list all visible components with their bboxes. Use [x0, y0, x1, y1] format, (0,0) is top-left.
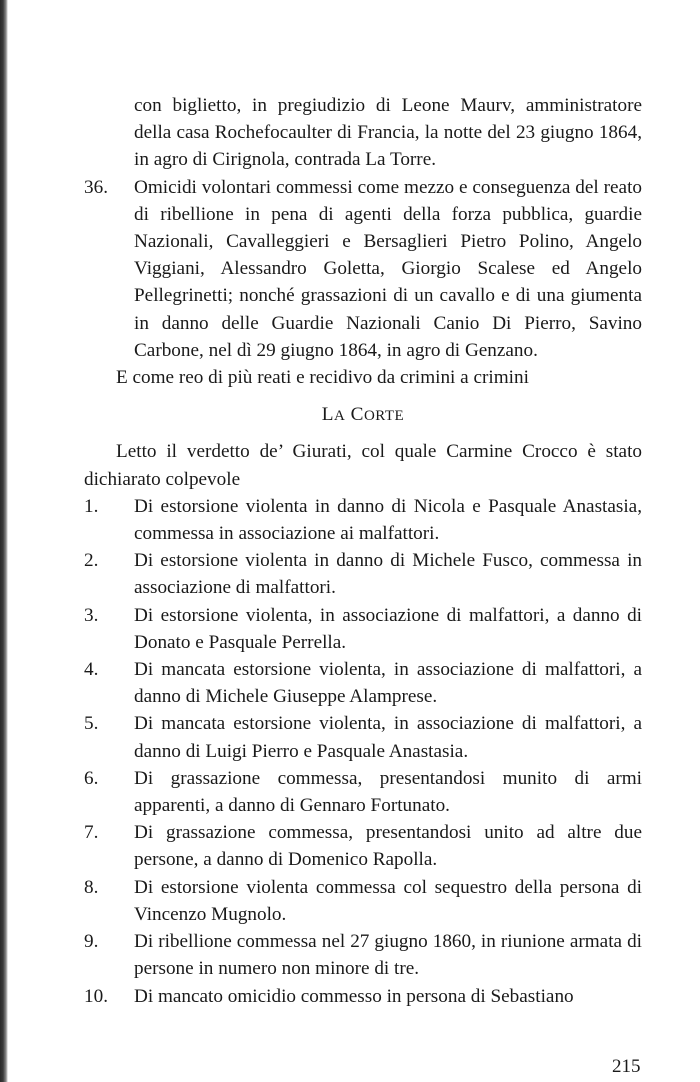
list-item — [84, 874, 642, 928]
item-text: Di grassazione commessa, presentandosi munito di armi apparenti, a danno di Gennaro Fortunato. — [134, 767, 642, 817]
page-body — [84, 92, 642, 1010]
item-number: 9. — [84, 931, 99, 953]
list-item-36 — [84, 174, 642, 364]
item-number: 1. — [84, 495, 99, 517]
list-item — [84, 819, 642, 873]
item-number: 4. — [84, 659, 99, 681]
item-text: Di grassazione commessa, presentandosi unito ad altre due persone, a danno di Domenico Rapolla. — [134, 822, 642, 871]
list-item — [84, 983, 642, 1010]
item-text: Di mancato omicidio commesso in persona di Sebastiano — [134, 985, 574, 1007]
item-text: Di estorsione violenta in danno di Michele Fusco, commessa in associazione di malfattori. — [134, 550, 642, 599]
list-item — [84, 710, 642, 764]
item-number: 6. — [84, 767, 99, 789]
item-number: 10. — [84, 985, 108, 1007]
list-item — [84, 602, 642, 656]
page-number: 215 — [612, 1056, 641, 1077]
list-item — [84, 656, 642, 710]
item-number: 5. — [84, 713, 99, 735]
heading-smallcaps: ORTE — [363, 408, 405, 425]
closing-line: E come reo di più reati e recidivo da crimini a crimini — [116, 367, 529, 389]
list-item — [84, 547, 642, 601]
item-number: 8. — [84, 876, 99, 898]
item-number: 3. — [84, 604, 99, 626]
item-text: Di estorsione violenta in danno di Nicola e Pasquale Anastasia, commessa in associazione ai malfattori. — [134, 495, 642, 545]
list-item — [84, 928, 642, 982]
item-text: Omicidi volontari commessi come mezzo e conseguenza del reato di ribellione in pena di agenti della forza pubblica, guardie Nazionali, Cavalleggieri e Bersaglieri Pietro Polino, Angelo Viggiani, Alessandro Goletta, Giorgio Scalese ed Angelo Pellegrinetti; nonché grassazioni di un cavallo e di una giumenta in danno delle Guardie Nazionali Canio Di Pierro, Savino Carbone, nel dì 29 giugno 1864, in agro di Genzano. — [134, 176, 642, 361]
continuation-paragraph: con biglietto, in pregiudizio di Leone Maurv, amministratore della casa Rochefocaulter di Francia, la notte del 23 giugno 1864, in agro di Cirignola, contrada La Torre. — [134, 95, 642, 171]
list-item — [84, 765, 642, 819]
list-item — [84, 493, 642, 547]
item-number: 36. — [84, 176, 108, 198]
item-text: Di estorsione violenta, in associazione di malfattori, a danno di Donato e Pasquale Perrella. — [134, 604, 642, 653]
intro-paragraph: Letto il verdetto de’ Giurati, col quale Carmine Crocco è stato dichiarato colpevole — [84, 441, 642, 490]
item-text: Di mancata estorsione violenta, in associazione di malfattori, a danno di Michele Giuseppe Alamprese. — [134, 659, 642, 708]
heading-smallcaps: A — [334, 408, 346, 425]
heading-letter: L — [321, 404, 334, 426]
heading-letter: C — [350, 404, 364, 426]
item-number: 2. — [84, 550, 99, 572]
item-text: Di estorsione violenta commessa col sequestro della persona di Vincenzo Mugnolo. — [134, 876, 642, 925]
binding-edge — [0, 0, 8, 1082]
section-heading — [84, 401, 642, 430]
verdict-list — [84, 493, 642, 1010]
item-text: Di mancata estorsione violenta, in associazione di malfattori, a danno di Luigi Pierro e Pasquale Anastasia. — [134, 713, 642, 762]
item-number: 7. — [84, 822, 99, 844]
item-text: Di ribellione commessa nel 27 giugno 1860, in riunione armata di persone in numero non minore di tre. — [134, 931, 642, 980]
